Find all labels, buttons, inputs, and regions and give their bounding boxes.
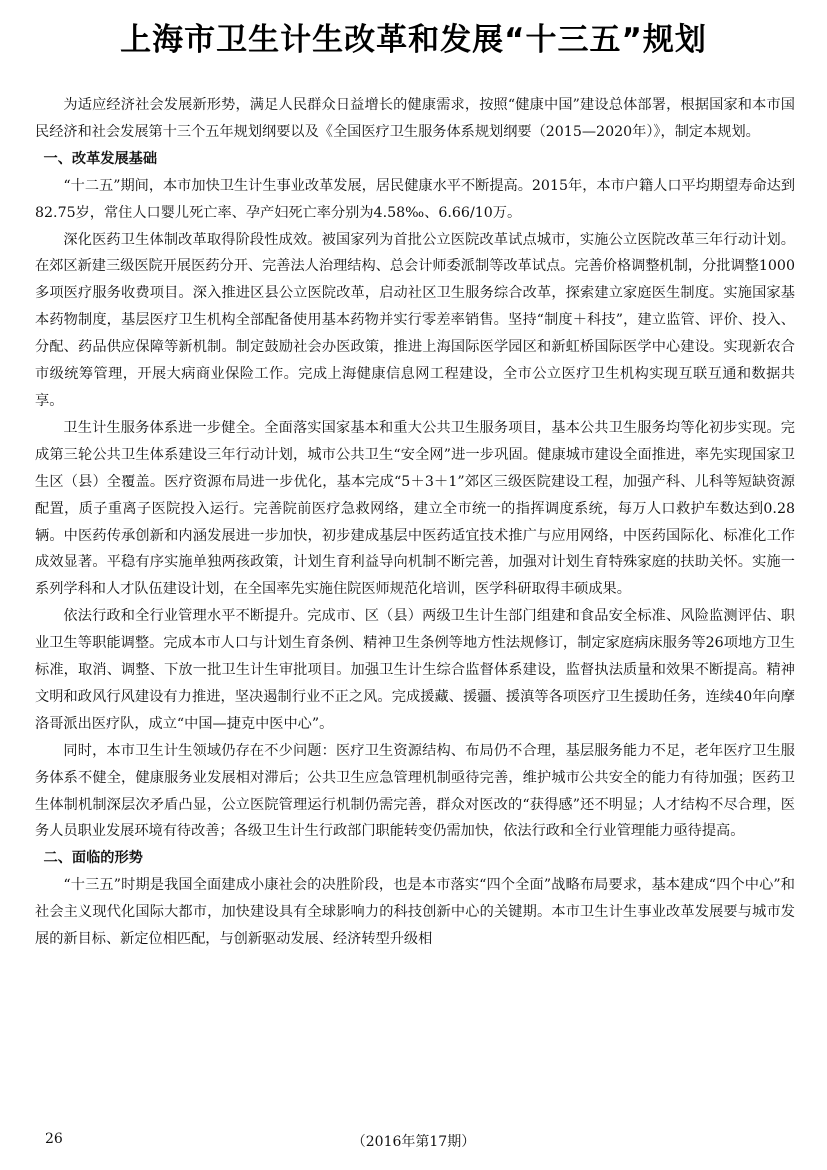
body-paragraph: 同时，本市卫生计生领域仍存在不少问题：医疗卫生资源结构、布局仍不合理，基层服务能力不足，老年医疗卫生服务体系不健全，健康服务业发展相对滞后；公共卫生应急管理机制亟待完善，维护城市公共安全的能力有待加强；医药卫生体制机制深层次矛盾凸显，公立医院管理运行机制仍需完善，群众对医改的“获得感”还不明显；人才结构不尽合理，医务人员职业发展环境有待改善；各级卫生计生行政部门职能转变仍需加快，依法行政和全行业管理能力亟待提高。 [35, 742, 795, 840]
section-heading-reform-basis: 一、改革发展基础 [43, 150, 158, 167]
issue-label: （2016年第17期） [351, 1134, 476, 1150]
body-paragraph: “十二五”期间，本市加快卫生计生事业改革发展，居民健康水平不断提高。2015年，本市户籍人口平均期望寿命达到82.75岁，常住人口婴儿死亡率、孕产妇死亡率分别为4.58‰、6.66/10万。 [35, 177, 796, 221]
page-number: 26 [45, 1131, 63, 1147]
section-heading-situation: 二、面临的形势 [43, 850, 143, 867]
document-body [35, 92, 795, 953]
body-paragraph: “十三五”时期是我国全面建成小康社会的决胜阶段，也是本市落实“四个全面”战略布局要求，基本建成“四个中心”和社会主义现代化国际大都市，加快建设具有全球影响力的科技创新中心的关键期。本市卫生计生事业改革发展要与城市发展的新目标、新定位相匹配，与创新驱动发展、经济转型升级相 [35, 877, 795, 948]
intro-paragraph: 为适应经济社会发展新形势，满足人民群众日益增长的健康需求，按照“健康中国”建设总体部署，根据国家和本市国民经济和社会发展第十三个五年规划纲要以及《全国医疗卫生服务体系规划纲要（2015—2020年）》，制定本规划。 [35, 97, 795, 140]
body-paragraph: 卫生计生服务体系进一步健全。全面落实国家基本和重大公共卫生服务项目，基本公共卫生服务均等化初步实现。完成第三轮公共卫生体系建设三年行动计划，城市公共卫生“安全网”进一步巩固。健康城市建设全面推进，率先实现国家卫生区（县）全覆盖。医疗资源布局进一步优化，基本完成“5＋3＋1”郊区三级医院建设工程，加强产科、儿科等短缺资源配置，质子重离子医院投入运行。完善院前医疗急救网络，建立全市统一的指挥调度系统，每万人口救护车数达到0.28辆。中医药传承创新和内涵发展进一步加快，初步建成基层中医药适宜技术推广与应用网络，中医药国际化、标准化工作成效显著。平稳有序实施单独两孩政策，计划生育利益导向机制不断完善，加强对计划生育特殊家庭的扶助关怀。实施一系列学科和人才队伍建设计划，在全国率先实施住院医师规范化培训，医学科研取得丰硕成果。 [35, 419, 795, 598]
document-title: 上海市卫生计生改革和发展“十三五”规划 [120, 22, 707, 58]
body-paragraph: 依法行政和全行业管理水平不断提升。完成市、区（县）两级卫生计生部门组建和食品安全标准、风险监测评估、职业卫生等职能调整。完成本市人口与计划生育条例、精神卫生条例等地方性法规修订，制定家庭病床服务等26项地方卫生标准，取消、调整、下放一批卫生计生审批项目。加强卫生计生综合监督体系建设，监督执法质量和效果不断提高。精神文明和政风行风建设有力推进，坚决遏制行业不正之风。完成援藏、援疆、援滇等各项医疗卫生援助任务，连续40年向摩洛哥派出医疗队，成立“中国—捷克中医中心”。 [35, 608, 795, 732]
page-footer [0, 1131, 827, 1155]
body-paragraph: 深化医药卫生体制改革取得阶段性成效。被国家列为首批公立医院改革试点城市，实施公立医院改革三年行动计划。在郊区新建三级医院开展医药分开、完善法人治理结构、总会计师委派制等改革试点。完善价格调整机制，分批调整1000多项医疗服务收费项目。深入推进区县公立医院改革，启动社区卫生服务综合改革，探索建立家庭医生制度。实施国家基本药物制度，基层医疗卫生机构全部配备使用基本药物并实行零差率销售。坚持“制度＋科技”，建立监管、评价、投入、分配、药品供应保障等新机制。制定鼓励社会办医政策，推进上海国际医学园区和新虹桥国际医学中心建设。实现新农合市级统筹管理，开展大病商业保险工作。完成上海健康信息网工程建设，全市公立医疗卫生机构实现互联互通和数据共享。 [35, 231, 795, 409]
